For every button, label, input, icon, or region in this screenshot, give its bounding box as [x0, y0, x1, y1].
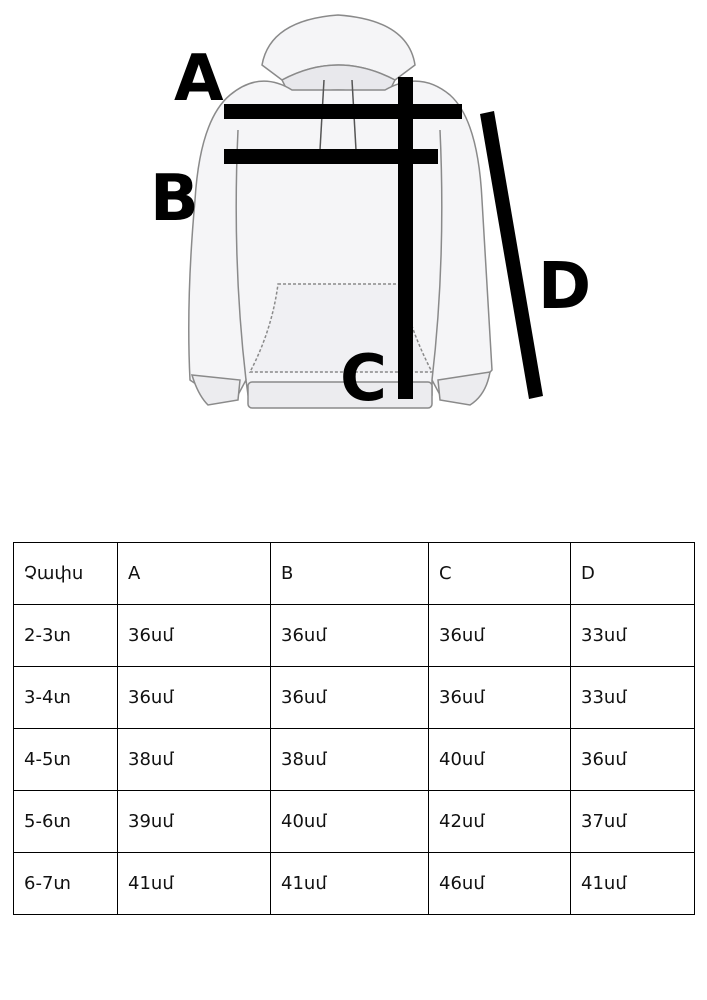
table-cell: 46սմ: [429, 853, 571, 915]
table-row: [14, 791, 695, 853]
table-cell: 36սմ: [118, 667, 271, 729]
table-row: [14, 729, 695, 791]
header-size: Չափս: [14, 543, 118, 605]
table-cell: 38սմ: [271, 729, 429, 791]
table-row: [14, 605, 695, 667]
table-cell: 42սմ: [429, 791, 571, 853]
table-cell: 4-5տ: [14, 729, 118, 791]
table-cell: 33սմ: [571, 667, 695, 729]
table-row: [14, 853, 695, 915]
table-cell: 6-7տ: [14, 853, 118, 915]
header-c: C: [429, 543, 571, 605]
table-cell: 41սմ: [271, 853, 429, 915]
table-cell: 39սմ: [118, 791, 271, 853]
table-cell: 36սմ: [271, 667, 429, 729]
table-cell: 3-4տ: [14, 667, 118, 729]
label-b: B: [150, 162, 199, 236]
line-c: [398, 77, 413, 399]
table-cell: 36սմ: [271, 605, 429, 667]
table-cell: 36սմ: [429, 667, 571, 729]
line-a: [224, 104, 462, 119]
table-row: [14, 667, 695, 729]
label-c: C: [340, 342, 387, 416]
size-table: [13, 542, 695, 915]
table-cell: 40սմ: [429, 729, 571, 791]
table-cell: 41սմ: [571, 853, 695, 915]
table-cell: 40սմ: [271, 791, 429, 853]
label-d: D: [538, 250, 592, 324]
table-cell: 33սմ: [571, 605, 695, 667]
label-a: A: [174, 42, 224, 116]
table-cell: 41սմ: [118, 853, 271, 915]
table-header-row: [14, 543, 695, 605]
table-cell: 36սմ: [118, 605, 271, 667]
table-cell: 36սմ: [571, 729, 695, 791]
header-a: A: [118, 543, 271, 605]
hoodie-diagram: [0, 0, 707, 420]
table-cell: 38սմ: [118, 729, 271, 791]
table-cell: 5-6տ: [14, 791, 118, 853]
table-cell: 2-3տ: [14, 605, 118, 667]
header-b: B: [271, 543, 429, 605]
table-cell: 37սմ: [571, 791, 695, 853]
table-cell: 36սմ: [429, 605, 571, 667]
header-d: D: [571, 543, 695, 605]
